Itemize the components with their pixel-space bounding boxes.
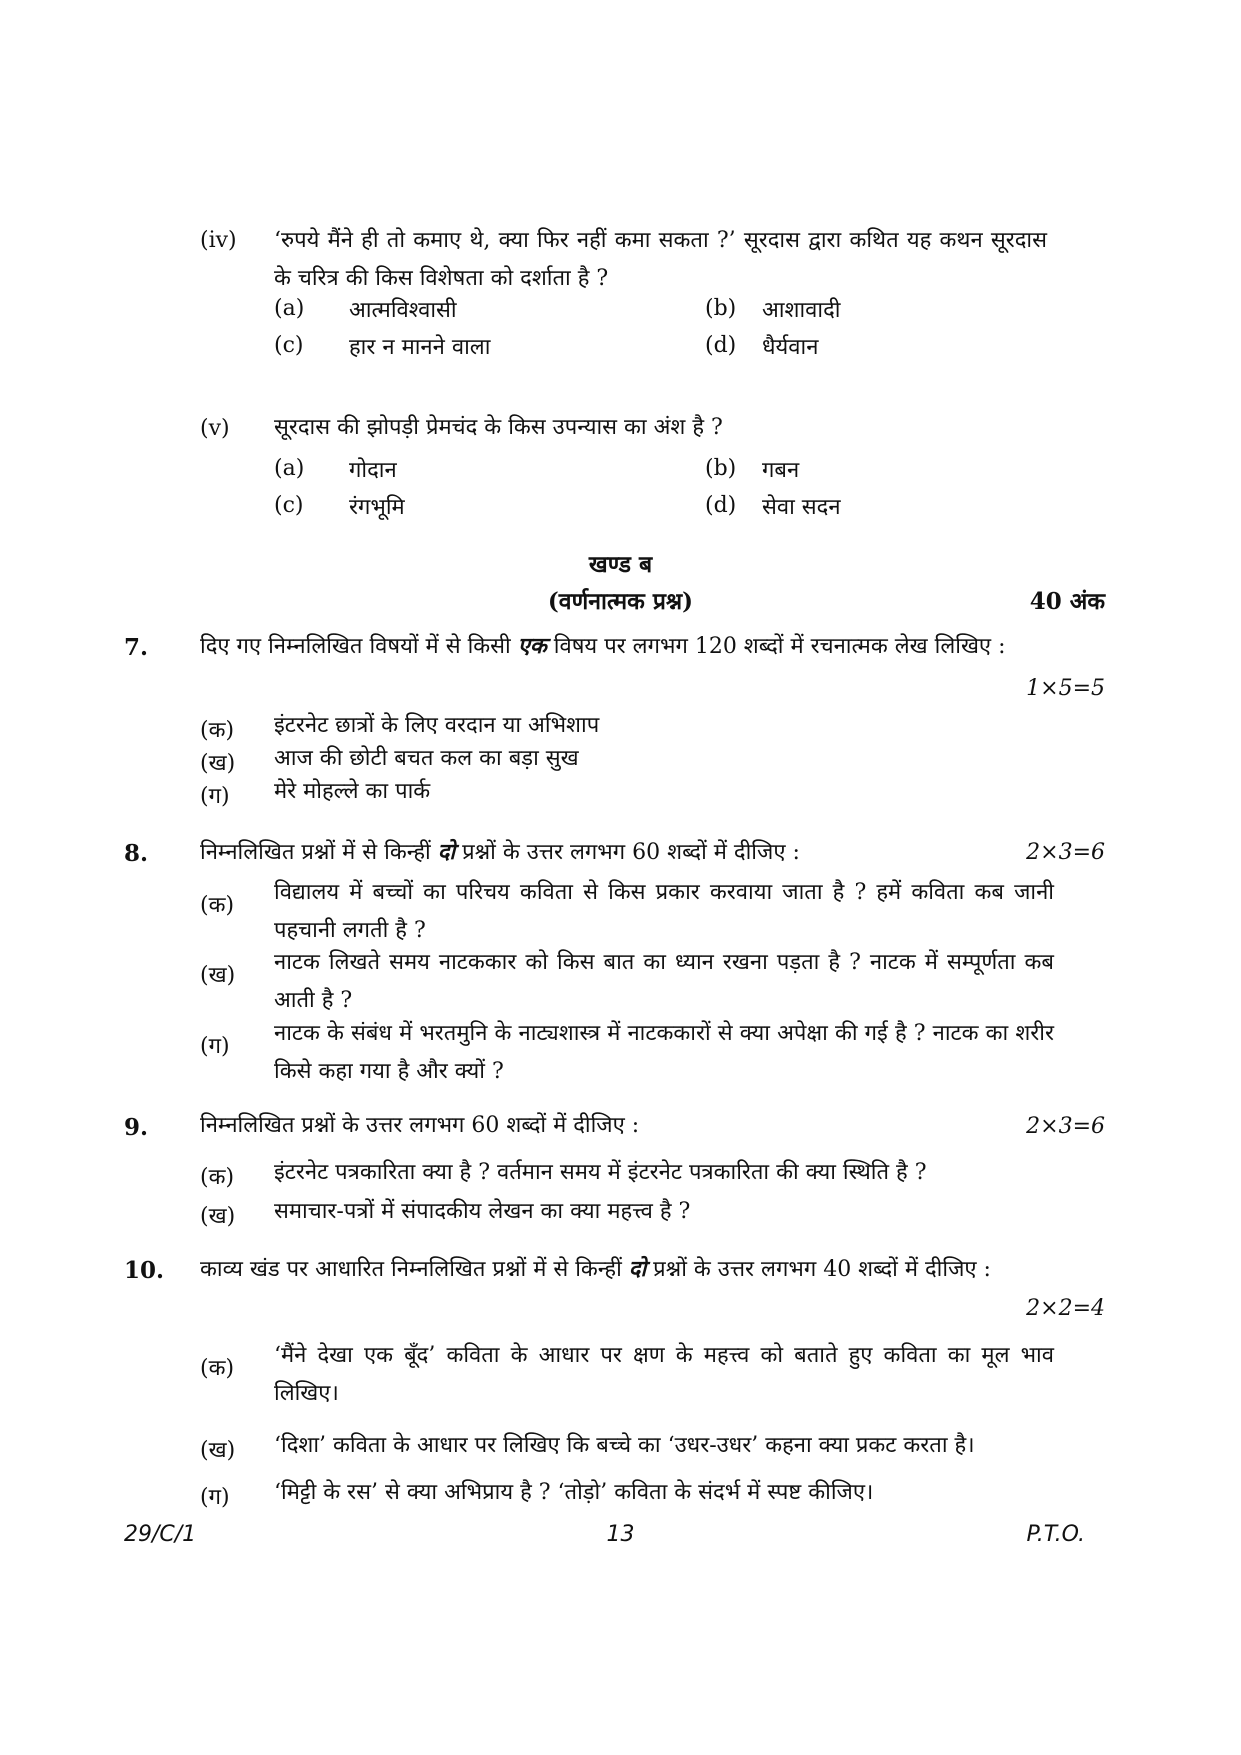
- paper-code: 29/C/1: [124, 1522, 197, 1547]
- page-number: 13: [606, 1522, 635, 1547]
- question-v-label: (v): [200, 416, 230, 441]
- question-marks: 2×3=6: [1026, 1114, 1105, 1139]
- option-label: (b): [705, 296, 737, 321]
- question-number: 9.: [124, 1114, 149, 1141]
- sub-question: इंटरनेट छात्रों के लिए वरदान या अभिशाप: [274, 713, 600, 738]
- option-text: गोदान: [349, 458, 397, 483]
- sub-question: ‘मैंने देखा एक बूँद’ कविता के आधार पर क्षण के महत्त्व को बताते हुए कविता का मूल भाव लिखिए।: [274, 1343, 1054, 1406]
- option-label: (d): [705, 493, 737, 518]
- section-subtitle: (वर्णनात्मक प्रश्न): [547, 588, 694, 615]
- sub-question: ‘मिट्टी के रस’ से क्या अभिप्राय है ? ‘तोड़ो’ कविता के संदर्भ में स्पष्ट कीजिए।: [274, 1480, 874, 1505]
- question-number: 10.: [124, 1257, 165, 1284]
- question-8-text: निम्नलिखित प्रश्नों में से किन्हीं दो प्रश्नों के उत्तर लगभग 60 शब्दों में दीजिए :: [200, 839, 800, 865]
- section-marks: 40 अंक: [1029, 588, 1105, 615]
- question-iv-label: (iv): [200, 228, 237, 253]
- question-marks: 1×5=5: [1026, 676, 1105, 701]
- question-9-text: निम्नलिखित प्रश्नों के उत्तर लगभग 60 शब्दों में दीजिए :: [200, 1113, 640, 1138]
- option-text: हार न मानने वाला: [349, 335, 491, 360]
- pto-note: P.T.O.: [1026, 1522, 1085, 1547]
- option-label: (c): [274, 493, 304, 518]
- sub-question: इंटरनेट पत्रकारिता क्या है ? वर्तमान समय में इंटरनेट पत्रकारिता की क्या स्थिति है ?: [274, 1160, 927, 1185]
- question-v-stem: सूरदास की झोपड़ी प्रेमचंद के किस उपन्यास का अंश है ?: [274, 415, 723, 440]
- option-label: (c): [274, 333, 304, 358]
- option-text: सेवा सदन: [762, 495, 841, 520]
- option-label: (d): [705, 333, 737, 358]
- option-text: आशावादी: [762, 298, 841, 323]
- section-title: खण्ड ब: [588, 551, 653, 578]
- sub-question: ‘दिशा’ कविता के आधार पर लिखिए कि बच्चे का ‘उधर-उधर’ कहना क्या प्रकट करता है।: [274, 1433, 975, 1458]
- sub-label: (क): [200, 1356, 235, 1381]
- sub-question: समाचार-पत्रों में संपादकीय लेखन का क्या महत्त्व है ?: [274, 1199, 691, 1224]
- sub-label: (ख): [200, 751, 236, 776]
- sub-label: (ख): [200, 963, 236, 988]
- question-10-text: काव्य खंड पर आधारित निम्नलिखित प्रश्नों में से किन्हीं दो प्रश्नों के उत्तर लगभग 40 शब्दों में दीजिए :: [200, 1256, 991, 1282]
- option-text: धैर्यवान: [762, 335, 819, 360]
- option-text: गबन: [762, 458, 800, 483]
- sub-label: (ग): [200, 1034, 230, 1059]
- sub-label: (क): [200, 893, 235, 918]
- sub-question: नाटक लिखते समय नाटककार को किस बात का ध्यान रखना पड़ता है ? नाटक में सम्पूर्णता कब आती है ?: [274, 950, 1054, 1013]
- sub-label: (ग): [200, 1485, 230, 1510]
- sub-question: नाटक के संबंध में भरतमुनि के नाट्यशास्त्र में नाटककारों से क्या अपेक्षा की गई है ? नाटक का शरीर किसे कहा गया है और क्यों ?: [274, 1021, 1054, 1084]
- option-label: (b): [705, 456, 737, 481]
- sub-label: (ख): [200, 1204, 236, 1229]
- option-text: आत्मविश्वासी: [349, 298, 457, 323]
- sub-label: (ग): [200, 784, 230, 809]
- option-text: रंगभूमि: [349, 495, 405, 520]
- question-number: 8.: [124, 840, 149, 867]
- question-marks: 2×2=4: [1026, 1296, 1105, 1321]
- option-label: (a): [274, 456, 305, 481]
- sub-question: विद्यालय में बच्चों का परिचय कविता से किस प्रकार करवाया जाता है ? हमें कविता कब जानी पहचानी लगती है ?: [274, 880, 1054, 943]
- question-number: 7.: [124, 634, 149, 661]
- sub-label: (क): [200, 1165, 235, 1190]
- question-marks: 2×3=6: [1026, 840, 1105, 865]
- question-7-text: दिए गए निम्नलिखित विषयों में से किसी एक विषय पर लगभग 120 शब्दों में रचनात्मक लेख लिखिए :: [200, 633, 1006, 659]
- option-label: (a): [274, 296, 305, 321]
- question-iv-stem: ‘रुपये मैंने ही तो कमाए थे, क्या फिर नहीं कमा सकता ?’ सूरदास द्वारा कथित यह कथन सूरदास के चरित्र की किस विशेषता को दर्शाता है ?: [274, 228, 1047, 291]
- sub-question: मेरे मोहल्ले का पार्क: [274, 779, 431, 804]
- sub-question: आज की छोटी बचत कल का बड़ा सुख: [274, 746, 579, 771]
- sub-label: (ख): [200, 1438, 236, 1463]
- sub-label: (क): [200, 718, 235, 743]
